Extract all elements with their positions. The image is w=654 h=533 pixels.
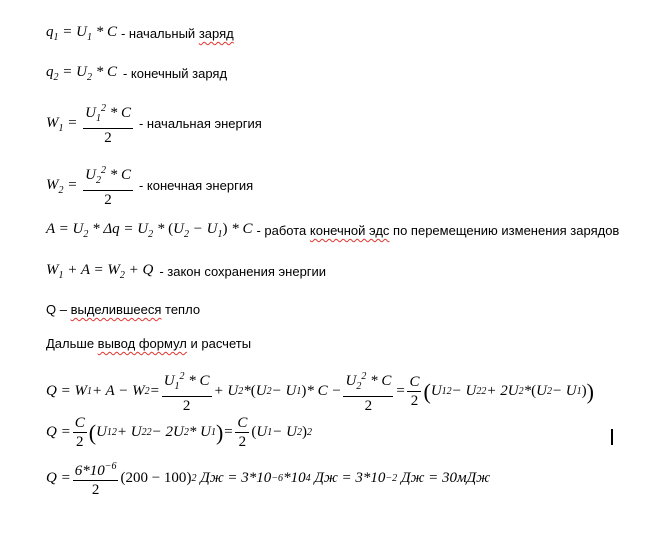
formula-row-2	[46, 64, 227, 83]
note-further: Дальше вывод формул и расчеты	[46, 336, 252, 351]
formula-description: - конечная энергия	[138, 178, 254, 193]
derivation-line-3: Q = $\frac{6*10^{-6}}{2}$ ( 200 − 100 ) 2 Дж = 3*10 −6 *10 4 Дж = 3*10 −2 Дж = 30мДж	[46, 458, 490, 499]
text-cursor	[611, 429, 613, 445]
formula-row-3	[46, 100, 262, 147]
formula-row-1	[46, 24, 234, 43]
formula-description: - конечный заряд	[122, 66, 228, 81]
formula-work: $A = U_2 * \Delta q = U_2 * (U_2 - U_1) * C$	[46, 221, 253, 240]
derivation-line-2: Q = $\frac{C}{2}$ ( U 1 2 + U 2 2 − 2U 2 * U 1 ) = $\frac{C}{2}$ ( U 1 − U 2 ) 2	[46, 415, 312, 450]
formula-w2: $W_2$ = $\frac{U_2^2 * C}{2}$	[46, 162, 135, 209]
formula-description: - начальная энергия	[138, 116, 262, 131]
formula-w1: $W_1$ = $\frac{U_1^2 * C}{2}$	[46, 100, 135, 147]
formula-q1: $q_1 = U_1 * C$	[46, 24, 117, 43]
formula-q2: $q_2 = U_2 * C$	[46, 64, 117, 83]
formula-row-6	[46, 262, 326, 281]
note-heat: Q – выделившееся тепло	[46, 302, 201, 317]
formula-row-5	[46, 221, 619, 240]
derivation-line-1: Q = W 1 + A − W 2 = $\frac{U_1^2 * C}{2}$ + U 2 * ( U 2 − U 1 ) * C − $\frac{U_2^2 * C}{2}$ = $\frac{C}{2}$ ( U 1 2 − U 2 2 + 2U 2 * ( U 2 − U 1 ) )	[46, 368, 594, 415]
formula-description: - закон сохранения энергии	[159, 264, 327, 279]
formula-row-4	[46, 162, 253, 209]
formula-energy-conservation: $W_1 + A = W_2 + Q$	[46, 262, 154, 281]
formula-description: - работа конечной эдс по перемещению изменения зарядов	[256, 223, 620, 238]
formula-description: - начальный заряд	[120, 26, 234, 41]
